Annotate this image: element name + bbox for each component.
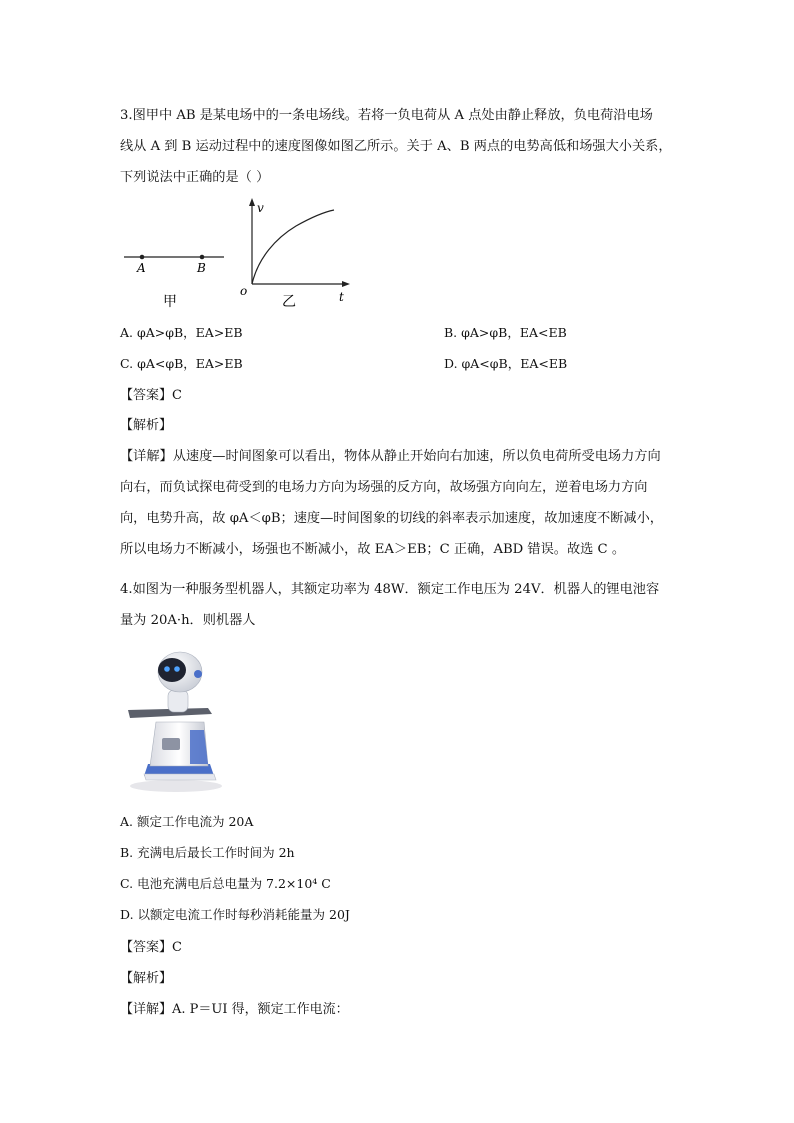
- robot-base: [144, 774, 216, 780]
- service-robot-image: [120, 648, 226, 794]
- point-b-label: B: [197, 261, 206, 275]
- q4-option-a: A. 额定工作电流为 20A: [120, 814, 254, 829]
- point-a-dot: [140, 255, 145, 260]
- robot-ear: [194, 670, 202, 678]
- q3-detail-line-4: 所以电场力不断减小，场强也不断减小，故 EA＞EB；C 正确，ABD 错误。故选 C 。: [120, 542, 626, 557]
- robot-face-screen: [158, 658, 186, 682]
- q3-option-d: D. φA<φB，EA<EB: [444, 356, 568, 371]
- q4-stem: [120, 574, 680, 636]
- q4-analysis-title: 【解析】: [120, 971, 173, 986]
- figure-jia-caption: 甲: [163, 294, 177, 310]
- q3-stem: [120, 100, 680, 193]
- q4-option-c: C. 电池充满电后总电量为 7.2×10⁴ C: [120, 876, 331, 891]
- figure-jia-field-line: [118, 240, 238, 315]
- q3-option-c: C. φA<φB，EA>EB: [120, 356, 243, 371]
- robot-eye-right: [174, 666, 180, 672]
- figure-yi-vt-graph: [236, 196, 358, 308]
- v-axis-label: v: [257, 201, 264, 215]
- point-b-dot: [200, 255, 205, 260]
- figure-yi-caption: 乙: [282, 294, 296, 308]
- q3-stem-line-1: 3.图甲中 AB 是某电场中的一条电场线。若将一负电荷从 A 点处由静止释放，负电荷沿电场: [120, 108, 653, 123]
- point-a-label: A: [137, 261, 146, 275]
- q3-detail-line-3: 向，电势升高，故 φA＜φB；速度—时间图象的切线的斜率表示加速度，故加速度不断减小，: [120, 511, 663, 526]
- robot-shadow: [130, 780, 222, 792]
- q3-stem-line-2: 线从 A 到 B 运动过程中的速度图像如图乙所示。关于 A、B 两点的电势高低和场强大小关系，: [120, 139, 672, 154]
- q4-detail: 【详解】A. P＝UI 得，额定工作电流：: [120, 1002, 349, 1017]
- q4-option-d: D. 以额定电流工作时每秒消耗能量为 20J: [120, 907, 350, 922]
- q3-detail: [120, 441, 680, 565]
- q3-analysis-title: 【解析】: [120, 418, 173, 433]
- robot-neck: [168, 690, 188, 712]
- q3-detail-line-2: 向右，而负试探电荷受到的电场力方向为场强的反方向，故场强方向向左，逆着电场力方向: [120, 480, 648, 495]
- q3-stem-line-3: 下列说法中正确的是（ ）: [120, 170, 270, 185]
- q3-answer: 【答案】C: [120, 388, 182, 403]
- q3-option-a: A. φA>φB，EA>EB: [120, 325, 243, 340]
- origin-label: o: [240, 284, 248, 298]
- q4-option-b: B. 充满电后最长工作时间为 2h: [120, 845, 295, 860]
- q3-option-b: B. φA>φB，EA<EB: [444, 325, 567, 340]
- velocity-curve: [252, 210, 334, 284]
- robot-body-vent: [162, 738, 180, 750]
- q3-detail-line-1: 【详解】从速度—时间图象可以看出，物体从静止开始向右加速，所以负电荷所受电场力方向: [120, 449, 661, 464]
- t-axis-label: t: [339, 290, 344, 304]
- q4-answer: 【答案】C: [120, 940, 182, 955]
- v-axis-arrow: [249, 198, 255, 206]
- t-axis-arrow: [342, 281, 350, 287]
- robot-eye-left: [164, 666, 170, 672]
- q4-stem-line-1: 4.如图为一种服务型机器人，其额定功率为 48W．额定工作电压为 24V．机器人的锂电池容: [120, 582, 660, 597]
- q4-stem-line-2: 量为 20A·h．则机器人: [120, 613, 256, 628]
